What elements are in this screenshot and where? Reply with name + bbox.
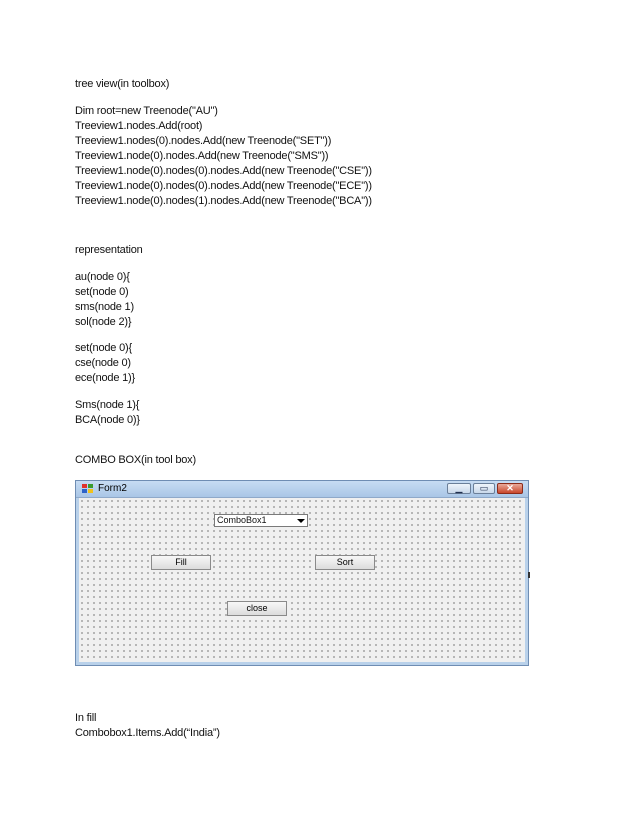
minimize-button[interactable] [447, 483, 471, 494]
rep-line: sms(node 1) [75, 301, 134, 313]
maximize-button[interactable] [473, 483, 495, 494]
maximize-icon: ▭ [479, 483, 489, 493]
form2-designer-window [75, 480, 529, 666]
representation-label: representation [75, 244, 143, 256]
sort-button[interactable]: Sort [315, 555, 375, 570]
rep-line: Sms(node 1){ [75, 399, 140, 411]
code-line: Dim root=new Treenode("AU") [75, 105, 218, 117]
combobox-dropdown-button[interactable] [294, 515, 307, 526]
rep-line: set(node 0) [75, 286, 129, 298]
window-edge-mark [528, 572, 530, 578]
code-line: Treeview1.node(0).nodes.Add(new Treenode("SMS")) [75, 150, 329, 162]
rep-line: BCA(node 0)} [75, 414, 140, 426]
rep-line: sol(node 2)} [75, 316, 132, 328]
in-fill-label: In fill [75, 712, 97, 724]
code-line: Treeview1.node(0).nodes(0).nodes.Add(new Treenode("ECE")) [75, 180, 372, 192]
combobox-text: ComboBox1 [217, 515, 267, 525]
close-button[interactable]: close [227, 601, 287, 616]
fill-code-line: Combobox1.Items.Add(“India”) [75, 727, 220, 739]
combobox1[interactable] [214, 514, 308, 527]
form-app-icon [82, 484, 93, 494]
form-design-surface[interactable] [79, 498, 525, 662]
code-line: Treeview1.node(0).nodes(0).nodes.Add(new Treenode("CSE")) [75, 165, 372, 177]
section-title-combo-box: COMBO BOX(in tool box) [75, 454, 196, 466]
fill-button[interactable]: Fill [151, 555, 211, 570]
minimize-icon: ▁ [455, 483, 463, 493]
code-line: Treeview1.node(0).nodes(1).nodes.Add(new Treenode("BCA")) [75, 195, 372, 207]
code-line: Treeview1.nodes(0).nodes.Add(new Treenode("SET")) [75, 135, 332, 147]
section-title-tree-view: tree view(in toolbox) [75, 78, 170, 90]
code-line: Treeview1.nodes.Add(root) [75, 120, 203, 132]
close-window-button[interactable] [497, 483, 523, 494]
close-icon: ✕ [506, 483, 514, 493]
rep-line: ece(node 1)} [75, 372, 135, 384]
window-titlebar[interactable] [76, 481, 528, 498]
chevron-down-icon [297, 519, 305, 523]
rep-line: cse(node 0) [75, 357, 131, 369]
rep-line: set(node 0){ [75, 342, 132, 354]
rep-line: au(node 0){ [75, 271, 130, 283]
window-title: Form2 [98, 483, 127, 494]
